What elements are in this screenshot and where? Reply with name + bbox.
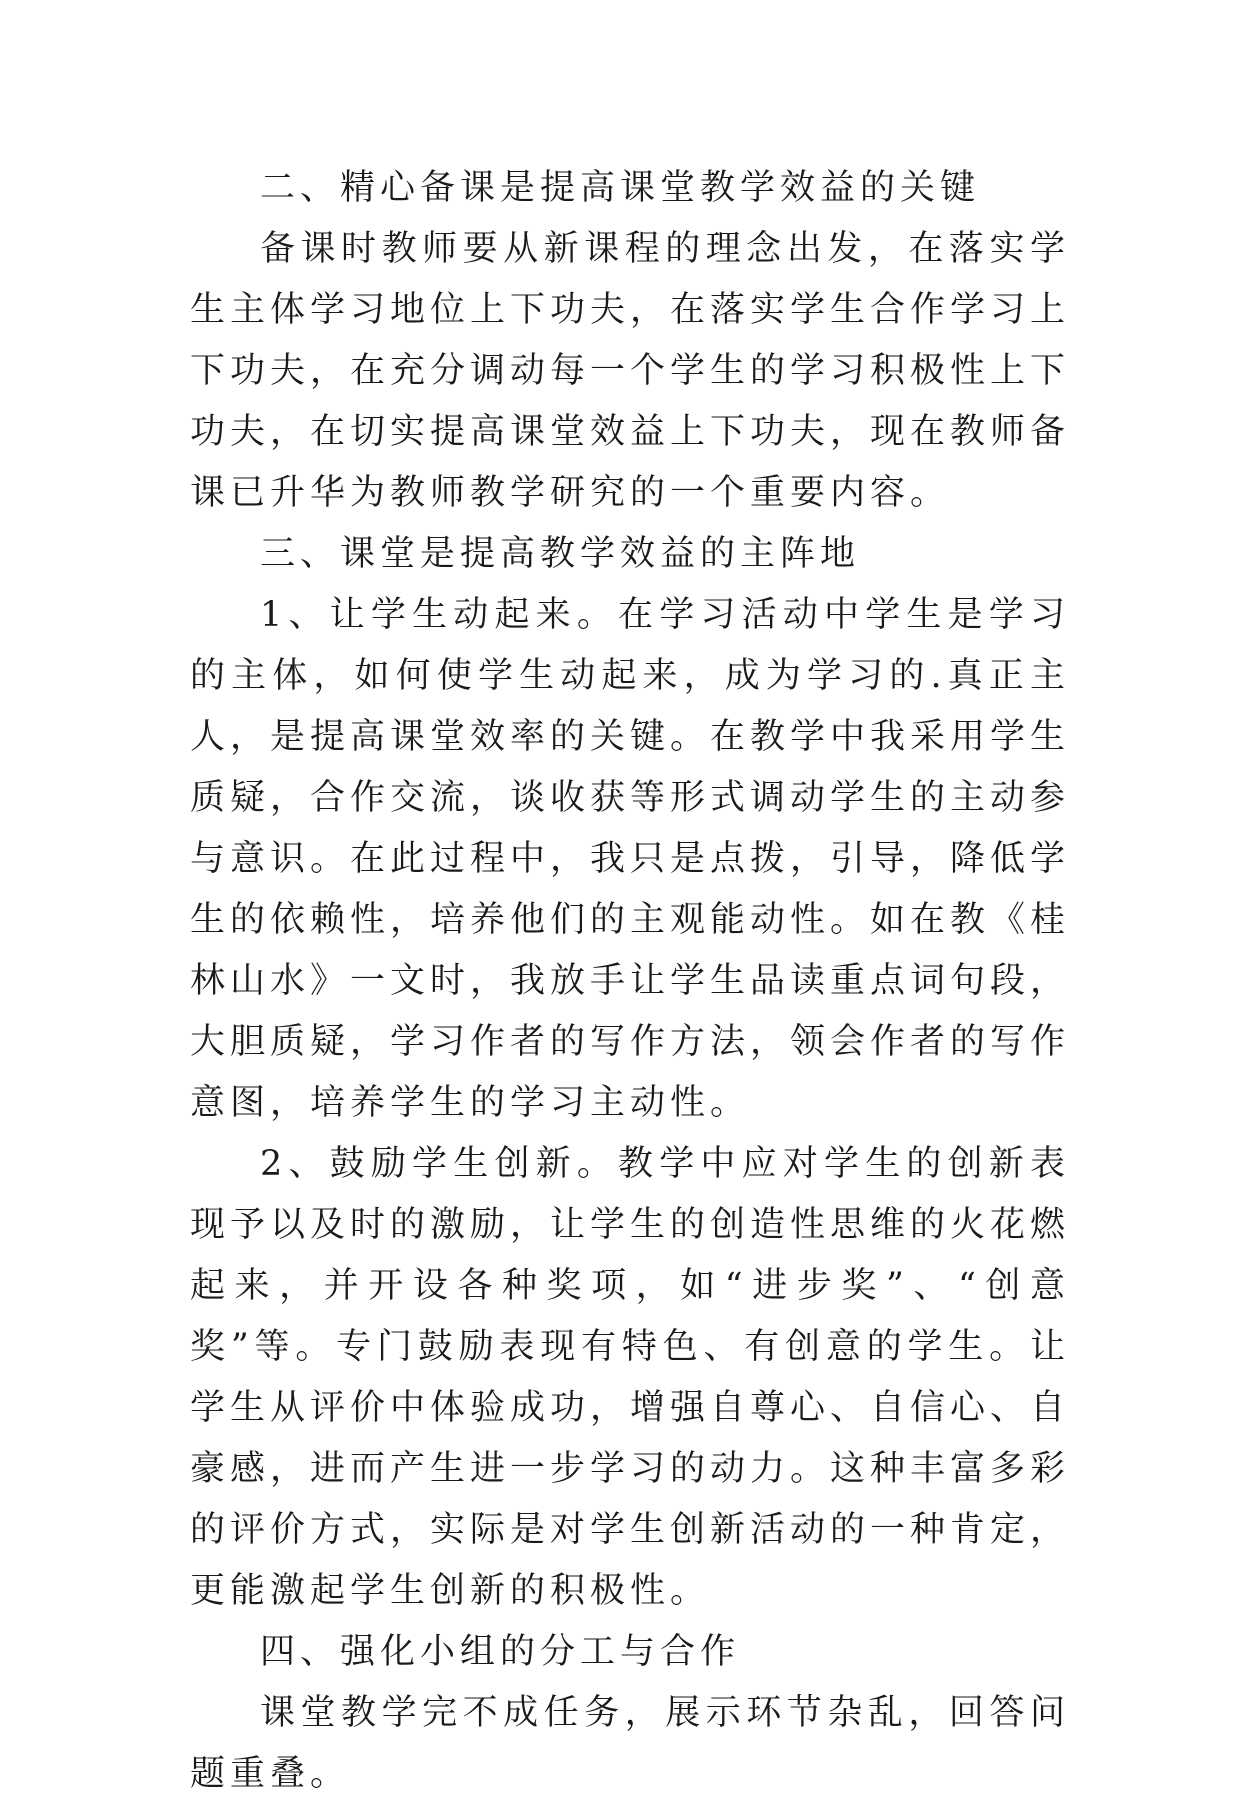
paragraph-students-active: 1、让学生动起来。在学习活动中学生是学习的主体，如何使学生动起来，成为学习的.真正主人，是提高课堂效率的关键。在教学中我采用学生质疑，合作交流，谈收获等形式调动学生的主动参与意识。在此过程中，我只是点拨，引导，降低学生的依赖性，培养他们的主观能动性。如在教《桂林山水》一文时，我放手让学生品读重点词句段，大胆质疑，学习作者的写作方法，领会作者的写作意图，培养学生的学习主动性。 — [190, 595, 1071, 1123]
paragraph-lesson-prep: 备课时教师要从新课程的理念出发，在落实学生主体学习地位上下功夫，在落实学生合作学习上下功夫，在充分调动每一个学生的学习积极性上下功夫，在切实提高课堂效益上下功夫，现在教师备课已升华为教师教学研究的一个重要内容。 — [190, 229, 1071, 513]
document-page — [190, 158, 1070, 1805]
paragraph-classroom-tasks: 课堂教学完不成任务，展示环节杂乱，回答问题重叠。 — [190, 1693, 1070, 1794]
section-heading-4: 四、强化小组的分工与合作 — [260, 1632, 741, 1672]
section-heading-3: 三、课堂是提高教学效益的主阵地 — [260, 534, 861, 574]
paragraph-encourage-innovation: 2、鼓励学生创新。教学中应对学生的创新表现予以及时的激励，让学生的创造性思维的火花燃起来，并开设各种奖项，如“进步奖”、“创意奖”等。专门鼓励表现有特色、有创意的学生。让学生从评价中体验成功，增强自尊心、自信心、自豪感，进而产生进一步学习的动力。这种丰富多彩的评价方式，实际是对学生创新活动的一种肯定，更能激起学生创新的积极性。 — [190, 1144, 1071, 1611]
section-heading-2: 二、精心备课是提高课堂教学效益的关键 — [260, 168, 981, 208]
